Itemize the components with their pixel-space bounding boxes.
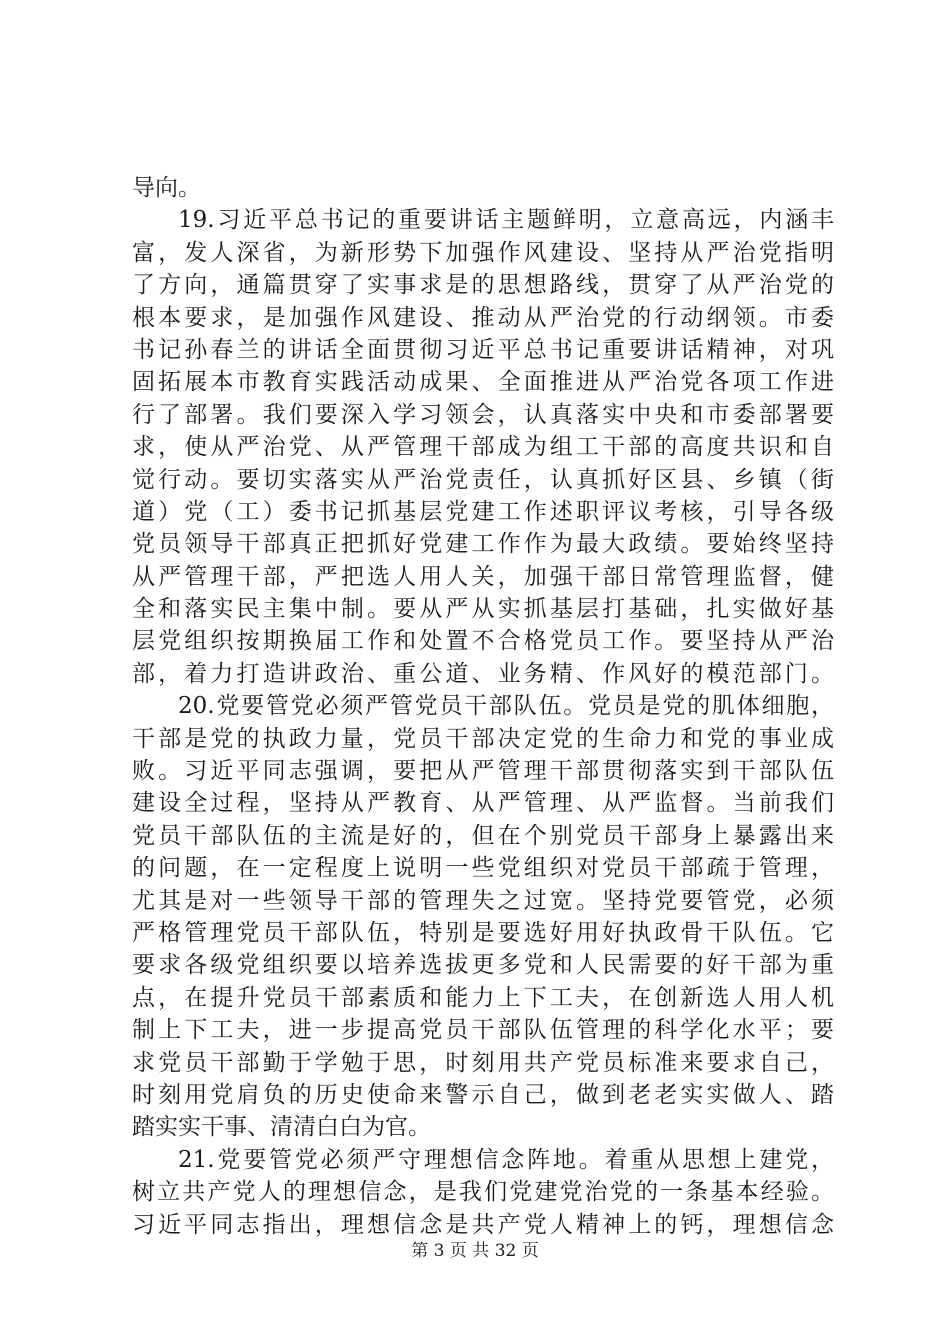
text-line: 从严管理干部，严把选人用人关，加强干部日常管理监督，健: [132, 563, 834, 590]
text-line: 求，使从严治党、从严管理干部成为组工干部的高度共识和自: [132, 434, 834, 461]
text-line: 时刻用党肩负的历史使命来警示自己，做到老老实实做人、踏: [132, 1081, 834, 1108]
text-line: 层党组织按期换届工作和处置不合格党员工作。要坚持从严治: [132, 628, 834, 655]
text-line: 求党员干部勤于学勉于思，时刻用共产党员标准来要求自己，: [132, 1049, 834, 1076]
text-line: 富，发人深省，为新形势下加强作风建设、坚持从严治党指明: [132, 239, 834, 266]
text-line: 建设全过程，坚持从严教育、从严管理、从严监督。当前我们: [132, 790, 834, 817]
text-line: 21.党要管党必须严守理想信念阵地。着重从思想上建党，: [178, 1146, 834, 1173]
text-line: 干部是党的执政力量，党员干部决定党的生命力和党的事业成: [132, 725, 834, 752]
text-line: 的问题，在一定程度上说明一些党组织对党员干部疏于管理，: [132, 855, 834, 882]
text-line: 了方向，通篇贯穿了实事求是的思想路线，贯穿了从严治党的: [132, 272, 834, 299]
text-line: 道）党（工）委书记抓基层党建工作述职评议考核，引导各级: [132, 498, 834, 525]
text-line: 尤其是对一些领导干部的管理失之过宽。坚持党要管党，必须: [132, 887, 834, 914]
text-line: 点，在提升党员干部素质和能力上下工夫，在创新选人用人机: [132, 984, 834, 1011]
text-line: 败。习近平同志强调，要把从严管理干部贯彻落实到干部队伍: [132, 758, 834, 785]
text-line: 20.党要管党必须严管党员干部队伍。党员是党的肌体细胞，: [178, 693, 834, 720]
text-line: 党员领导干部真正把抓好党建工作作为最大政绩。要始终坚持: [132, 531, 834, 558]
text-line: 19.习近平总书记的重要讲话主题鲜明，立意高远，内涵丰: [178, 207, 834, 234]
text-line: 导向。: [132, 175, 201, 201]
text-line: 严格管理党员干部队伍，特别是要选好用好执政骨干队伍。它: [132, 919, 834, 946]
text-line: 部，着力打造讲政治、重公道、业务精、作风好的模范部门。: [132, 660, 834, 687]
text-line: 树立共产党人的理想信念，是我们党建党治党的一条基本经验。: [132, 1179, 834, 1206]
text-line: 制上下工夫，进一步提高党员干部队伍管理的科学化水平；要: [132, 1017, 834, 1044]
body-text: [132, 172, 834, 1241]
text-line: 党员干部队伍的主流是好的，但在个别党员干部身上暴露出来: [132, 822, 834, 849]
text-line: 踏实实干事、清清白白为官。: [132, 1114, 431, 1141]
text-line: 习近平同志指出，理想信念是共产党人精神上的钙，理想信念: [132, 1211, 834, 1238]
page-number-footer: 第 3 页 共 32 页: [411, 1241, 539, 1261]
text-line: 要求各级党组织要以培养选拔更多党和人民需要的好干部为重: [132, 952, 834, 979]
text-line: 书记孙春兰的讲话全面贯彻习近平总书记重要讲话精神，对巩: [132, 336, 834, 363]
text-line: 固拓展本市教育实践活动成果、全面推进从严治党各项工作进: [132, 369, 834, 396]
text-line: 根本要求，是加强作风建设、推动从严治党的行动纲领。市委: [132, 304, 834, 331]
text-line: 觉行动。要切实落实从严治党责任，认真抓好区县、乡镇（街: [132, 466, 834, 493]
text-line: 全和落实民主集中制。要从严从实抓基层打基础，扎实做好基: [132, 596, 834, 623]
text-line: 行了部署。我们要深入学习领会，认真落实中央和市委部署要: [132, 401, 834, 428]
